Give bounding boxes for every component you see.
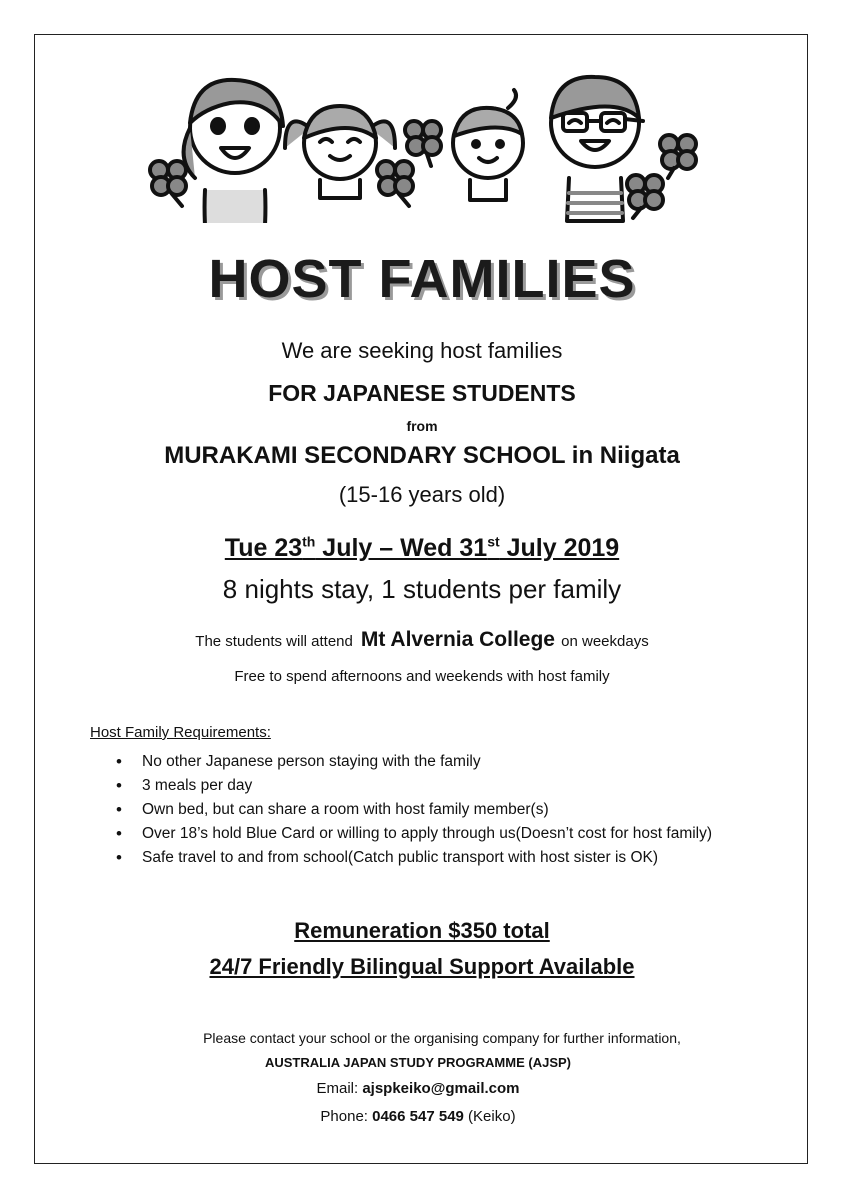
stay-dates (0, 534, 844, 563)
clover-icon (405, 121, 441, 166)
clover-icon (377, 161, 413, 206)
list-item: • Safe travel to and from school(Catch public transport with host sister is OK) (90, 846, 770, 870)
end-date: July 2019 (499, 534, 620, 562)
clover-icon (627, 175, 663, 218)
school-name: MURAKAMI SECONDARY SCHOOL in Niigata (164, 442, 680, 469)
email-address[interactable]: ajspkeiko@gmail.com (362, 1080, 520, 1097)
list-item: • Over 18’s hold Blue Card or willing to apply through us(Doesn’t cost for host family) (90, 822, 770, 846)
end-suffix: st (487, 533, 500, 550)
boy-figure (453, 90, 523, 200)
clover-icon (150, 161, 186, 206)
requirements-list (90, 750, 770, 870)
college-name: Mt Alvernia College (360, 628, 555, 651)
page-title: HOST FAMILIES (208, 249, 636, 309)
stay-details: 8 nights stay, 1 students per family (222, 574, 622, 604)
requirements-heading: Host Family Requirements: (90, 724, 271, 741)
attend-suffix: on weekdays (561, 633, 649, 650)
support-line: 24/7 Friendly Bilingual Support Available (209, 954, 635, 979)
contact-note: Please contact your school or the organising company for further information, (203, 1030, 681, 1046)
phone-contact-name: (Keiko) (463, 1108, 516, 1125)
dates-middle: July – Wed 31 (315, 534, 488, 562)
list-item: • Own bed, but can share a room with host family member(s) (90, 798, 770, 822)
intro-line: We are seeking host families (281, 338, 563, 363)
intro-heading: FOR JAPANESE STUDENTS (268, 380, 576, 406)
remuneration: Remuneration $350 total (294, 918, 550, 943)
mother-figure (184, 80, 283, 223)
organisation-name: AUSTRALIA JAPAN STUDY PROGRAMME (AJSP) (264, 1055, 571, 1070)
clover-icon (660, 135, 696, 178)
email-label: Email: (316, 1080, 363, 1097)
student-age: (15-16 years old) (338, 482, 506, 507)
free-time-line: Free to spend afternoons and weekends with host family (234, 668, 610, 685)
attend-line (0, 628, 844, 652)
start-suffix: th (302, 533, 316, 550)
contact-phone (0, 1108, 840, 1125)
attend-prefix: The students will attend (195, 633, 353, 650)
list-item: • No other Japanese person staying with the family (90, 750, 770, 774)
family-illustration-icon (140, 58, 705, 223)
phone-number[interactable]: 0466 547 549 (372, 1108, 464, 1125)
list-item: • 3 meals per day (90, 774, 770, 798)
intro-from: from (406, 418, 438, 434)
phone-label: Phone: (320, 1108, 373, 1125)
contact-email (0, 1080, 840, 1097)
start-day: Tue 23 (224, 534, 303, 562)
